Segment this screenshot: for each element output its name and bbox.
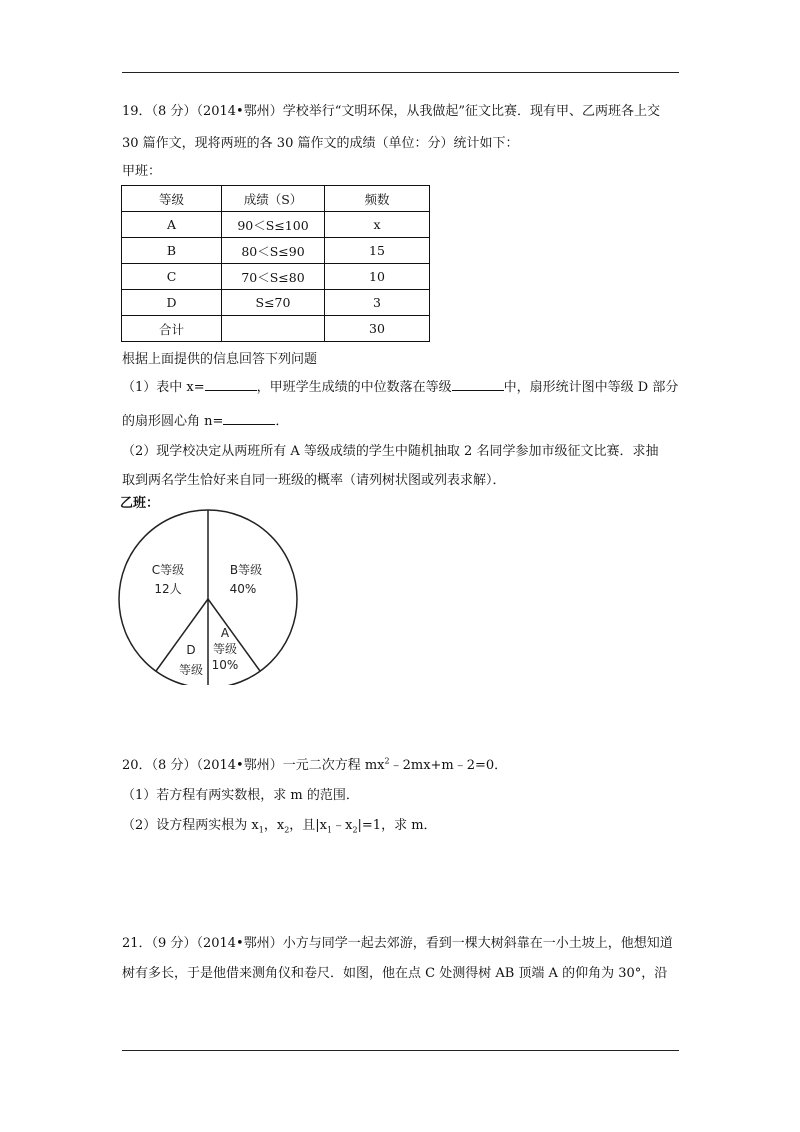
- table-header: 等级: [122, 186, 222, 212]
- table-header-row: [122, 186, 430, 212]
- table-cell: D: [122, 290, 222, 316]
- table-cell: 70＜S≤80: [222, 264, 325, 290]
- q20-line3-text-d: ﹣x: [332, 818, 353, 833]
- table-header: 频数: [325, 186, 430, 212]
- pie-label-d-name2: 等级: [178, 663, 204, 677]
- answer-blank-median: [452, 378, 504, 391]
- class-b-label: 乙班：: [120, 496, 160, 511]
- table-cell: x: [325, 212, 430, 238]
- q20-line2: （1）若方程有两实数根，求 m 的范围．: [122, 788, 359, 803]
- table-cell: A: [122, 212, 222, 238]
- table-cell: 90＜S≤100: [222, 212, 325, 238]
- q19-part1-text-c: 中，扇形统计图中等级 D 部分: [503, 380, 679, 395]
- q19-part1-text-a: （1）表中 x=: [122, 380, 205, 395]
- q20-line3-text-c: ，且|x: [289, 818, 327, 833]
- q21-line1: 21．（9 分）（2014•鄂州）小方与同学一起去郊游，看到一棵大树斜靠在一小土坡上，他想知道: [122, 936, 673, 951]
- answer-blank-x: [205, 378, 257, 391]
- q19-part1-text-b: ，甲班学生成绩的中位数落在等级: [256, 380, 452, 395]
- q19-part1-text-d: 的扇形圆心角 n=: [122, 414, 224, 429]
- q20-line1: [122, 754, 507, 773]
- q20-sub1: 1: [258, 825, 264, 835]
- table-cell: 15: [325, 238, 430, 264]
- q20-line3-text-a: （2）设方程两实根为 x: [122, 818, 259, 833]
- q19-line1: 19．（8 分）（2014•鄂州）学校举行“文明环保，从我做起”征文比赛．现有甲、乙两班各上交: [122, 104, 660, 119]
- score-table: [121, 185, 430, 342]
- table-cell: 30: [325, 316, 430, 342]
- table-row: [122, 290, 430, 316]
- q20-text-b: ﹣2mx+m﹣2=0．: [389, 758, 508, 773]
- q20-text-a: 20．（8 分）（2014•鄂州）一元二次方程 mx: [122, 758, 385, 773]
- table-row: [122, 212, 430, 238]
- q20-exponent: 2: [384, 756, 390, 766]
- class-a-label: 甲班：: [122, 164, 162, 179]
- q19-part2-line1: （2）现学校决定从两班所有 A 等级成绩的学生中随机抽取 2 名同学参加市级征文比赛．求抽: [122, 444, 659, 459]
- pie-label-b-name: B等级: [229, 563, 263, 577]
- pie-label-c-value: 12人: [154, 582, 182, 596]
- q19-part2-line2: 取到两名学生恰好来自同一班级的概率（请列树状图或列表求解）．: [122, 473, 506, 488]
- pie-chart: [118, 509, 304, 685]
- table-cell: 10: [325, 264, 430, 290]
- table-header: 成绩（S）: [222, 186, 325, 212]
- table-cell: 3: [325, 290, 430, 316]
- q20-line3-text-b: ，x: [263, 818, 285, 833]
- pie-label-c-name: C等级: [151, 563, 185, 577]
- q20-sub4: 2: [352, 825, 358, 835]
- pie-label-a-value: 10%: [211, 658, 239, 672]
- q20-sub2: 2: [284, 825, 290, 835]
- q20-line3: [122, 814, 437, 835]
- table-row: [122, 264, 430, 290]
- q20-sub3: 1: [327, 825, 333, 835]
- pie-label-a-name: A: [220, 626, 230, 640]
- table-cell: C: [122, 264, 222, 290]
- q20-line3-text-e: |=1，求 m．: [357, 818, 437, 833]
- pie-label-d-name: D: [186, 643, 196, 657]
- bottom-rule: [122, 1050, 679, 1051]
- q19-part1-text-e: ．: [275, 414, 289, 429]
- table-cell: S≤70: [222, 290, 325, 316]
- q19-line2: 30 篇作文，现将两班的各 30 篇作文的成绩（单位：分）统计如下：: [122, 136, 519, 151]
- table-cell: 80＜S≤90: [222, 238, 325, 264]
- answer-blank-angle: [223, 412, 275, 425]
- table-cell: B: [122, 238, 222, 264]
- table-row: [122, 238, 430, 264]
- pie-label-b-value: 40%: [229, 582, 257, 596]
- pie-label-a-name2: 等级: [212, 642, 238, 656]
- table-row: [122, 316, 430, 342]
- q19-part1-line2: [122, 410, 288, 429]
- top-rule: [122, 72, 679, 73]
- q19-part1-line1: [122, 376, 678, 395]
- q19-intro: 根据上面提供的信息回答下列问题: [122, 352, 318, 367]
- table-cell: [222, 316, 325, 342]
- q21-line2: 树有多长，于是他借来测角仪和卷尺．如图，他在点 C 处测得树 AB 顶端 A 的仰角为 30°，沿: [122, 966, 668, 981]
- table-cell: 合计: [122, 316, 222, 342]
